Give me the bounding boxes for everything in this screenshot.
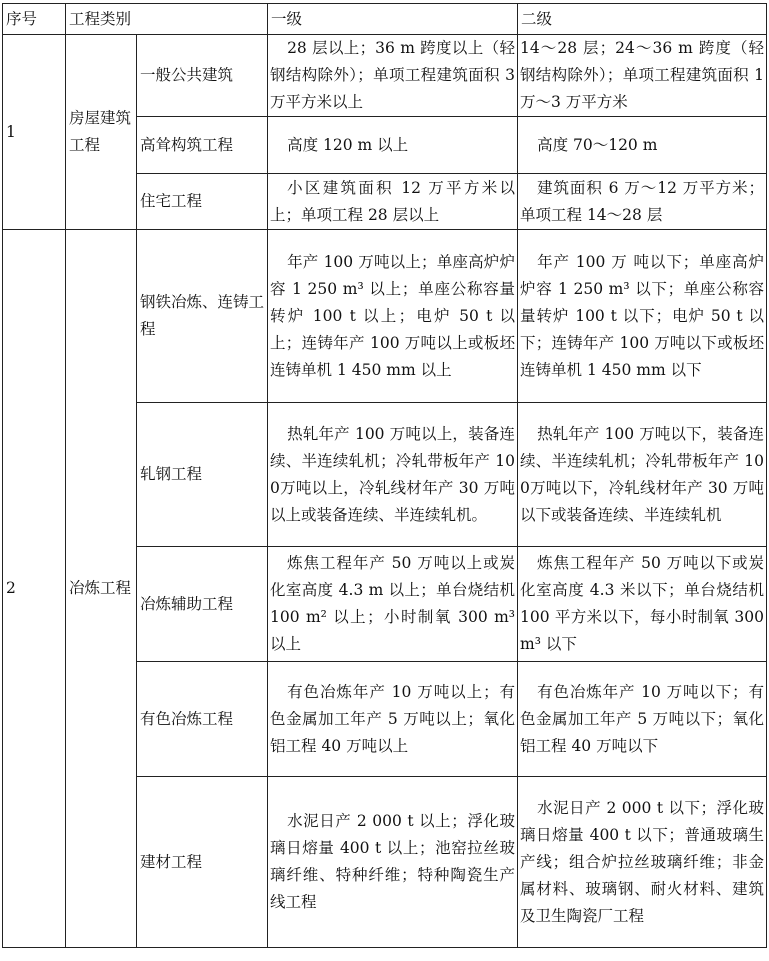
header-index: 序号	[3, 4, 66, 35]
level1-cell: 小区建筑面积 12 万平方米以上；单项工程 28 层以上	[268, 174, 518, 230]
engineering-classification-table	[2, 3, 767, 948]
group-category: 冶炼工程	[66, 230, 137, 948]
level2-cell: 有色冶炼年产 10 万吨以下；有色金属加工年产 5 万吨以下；氧化铝工程 40 万吨以下	[518, 662, 767, 777]
level2-cell: 热轧年产 100 万吨以下，装备连续、半连续轧机；冷轧带板年产 100万吨以下，冷轧线材年产 30 万吨以下或装备连续、半连续轧机	[518, 403, 767, 547]
level1-cell: 热轧年产 100 万吨以上，装备连续、半连续轧机；冷轧带板年产 100万吨以上，冷轧线材年产 30 万吨以上或装备连续、半连续轧机。	[268, 403, 518, 547]
header-row	[3, 4, 767, 35]
table-row	[3, 35, 767, 117]
subcategory-cell: 一般公共建筑	[137, 35, 268, 117]
header-level1: 一级	[268, 4, 518, 35]
subcategory-cell: 有色冶炼工程	[137, 662, 268, 777]
table-row	[3, 230, 767, 403]
level1-cell: 有色冶炼年产 10 万吨以上；有色金属加工年产 5 万吨以上；氧化铝工程 40 万吨以上	[268, 662, 518, 777]
group-index: 2	[3, 230, 66, 948]
level1-cell: 炼焦工程年产 50 万吨以上或炭化室高度 4.3 m 以上；单台烧结机 100 m² 以上；小时制氧 300 m³ 以上	[268, 547, 518, 662]
level1-cell: 高度 120 m 以上	[268, 117, 518, 174]
subcategory-cell: 建材工程	[137, 777, 268, 948]
header-category: 工程类别	[66, 4, 268, 35]
level2-cell: 炼焦工程年产 50 万吨以下或炭化室高度 4.3 米以下；单台烧结机 100 平方米以下，每小时制氧 300 m³ 以下	[518, 547, 767, 662]
subcategory-cell: 冶炼辅助工程	[137, 547, 268, 662]
level2-cell: 14～28 层；24～36 m 跨度（轻钢结构除外）；单项工程建筑面积 1 万～3 万平方米	[518, 35, 767, 117]
subcategory-cell: 钢铁冶炼、连铸工程	[137, 230, 268, 403]
group-category: 房屋建筑工程	[66, 35, 137, 230]
level2-cell: 年产 100 万 吨以下；单座高炉炉容 1 250 m³ 以下；单座公称容量转炉 100 t 以下；电炉 50 t 以下；连铸年产 100 万吨以下或板坯连铸单机 1 450 mm 以下	[518, 230, 767, 403]
level1-cell: 28 层以上；36 m 跨度以上（轻钢结构除外）；单项工程建筑面积 3 万平方米以上	[268, 35, 518, 117]
subcategory-cell: 住宅工程	[137, 174, 268, 230]
group-index: 1	[3, 35, 66, 230]
subcategory-cell: 轧钢工程	[137, 403, 268, 547]
subcategory-cell: 高耸构筑工程	[137, 117, 268, 174]
level2-cell: 建筑面积 6 万～12 万平方米；单项工程 14～28 层	[518, 174, 767, 230]
level1-cell: 水泥日产 2 000 t 以上；浮化玻璃日熔量 400 t 以上；池窑拉丝玻璃纤维、特种纤维；特种陶瓷生产线工程	[268, 777, 518, 948]
level2-cell: 水泥日产 2 000 t 以下；浮化玻璃日熔量 400 t 以下；普通玻璃生产线；组合炉拉丝玻璃纤维；非金属材料、玻璃钢、耐火材料、建筑及卫生陶瓷厂工程	[518, 777, 767, 948]
header-level2: 二级	[518, 4, 767, 35]
level1-cell: 年产 100 万吨以上；单座高炉炉容 1 250 m³ 以上；单座公称容量转炉 100 t 以上；电炉 50 t 以上；连铸年产 100 万吨以上或板坯连铸单机 1 450 mm 以上	[268, 230, 518, 403]
level2-cell: 高度 70～120 m	[518, 117, 767, 174]
